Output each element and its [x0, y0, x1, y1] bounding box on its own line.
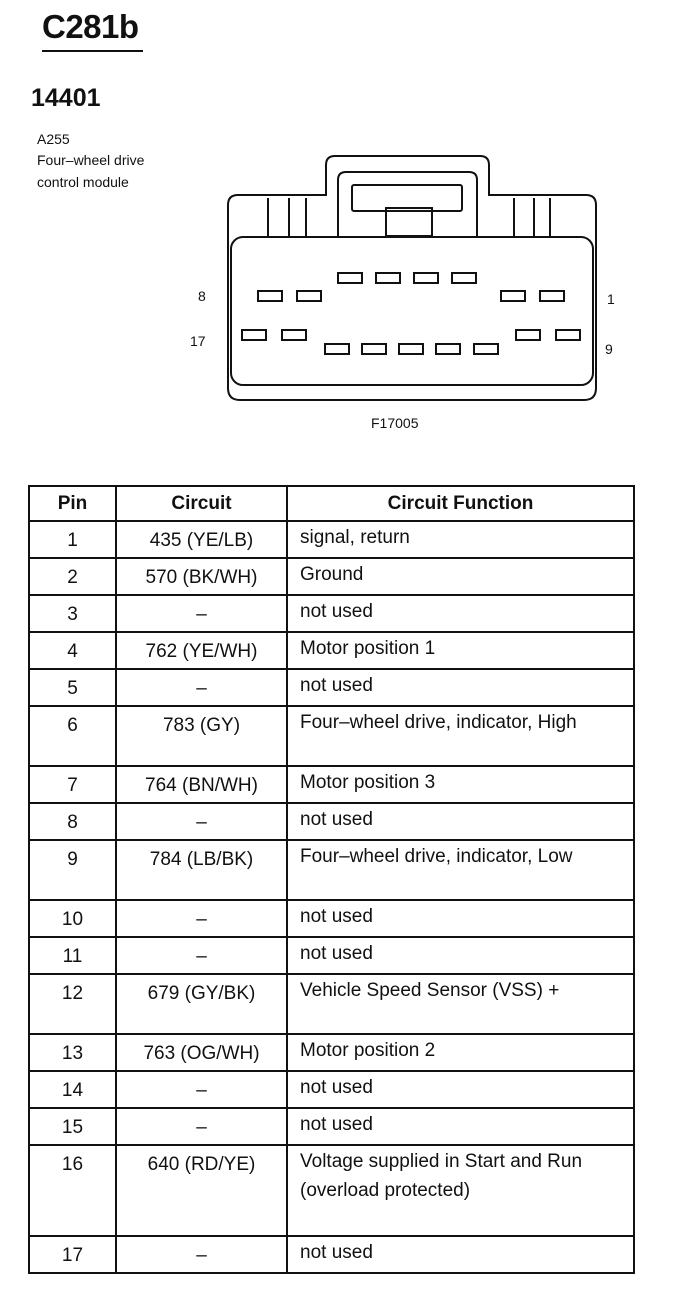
pin-label-17: 17	[190, 333, 206, 349]
pin-cell: 5	[29, 669, 116, 706]
pin-cell: 4	[29, 632, 116, 669]
figure-id: F17005	[371, 415, 419, 431]
table-row	[29, 974, 634, 1034]
circuit-cell: 784 (LB/BK)	[116, 840, 287, 900]
pin-cell: 11	[29, 937, 116, 974]
module-name-line2: control module	[37, 174, 129, 190]
table-row	[29, 1071, 634, 1108]
function-cell: not used	[287, 595, 634, 632]
table-row	[29, 632, 634, 669]
module-code: A255	[37, 131, 70, 147]
connector-face-diagram	[0, 0, 688, 460]
circuit-cell: 570 (BK/WH)	[116, 558, 287, 595]
header-pin: Pin	[29, 486, 116, 521]
circuit-cell: –	[116, 937, 287, 974]
function-cell: not used	[287, 803, 634, 840]
table-row	[29, 766, 634, 803]
table-row	[29, 1236, 634, 1273]
pin-cell: 3	[29, 595, 116, 632]
pin-cell: 8	[29, 803, 116, 840]
function-cell: not used	[287, 1236, 634, 1273]
connector-id: C281b	[42, 8, 139, 45]
pin-label-1: 1	[607, 291, 615, 307]
circuit-cell: 763 (OG/WH)	[116, 1034, 287, 1071]
function-cell: Voltage supplied in Start and Run (overload protected)	[287, 1145, 634, 1236]
connector-shell	[228, 156, 596, 400]
function-cell: not used	[287, 937, 634, 974]
pin-cell: 12	[29, 974, 116, 1034]
circuit-cell: –	[116, 669, 287, 706]
table-row	[29, 558, 634, 595]
circuit-cell: 679 (GY/BK)	[116, 974, 287, 1034]
table-row	[29, 900, 634, 937]
pin-cell: 2	[29, 558, 116, 595]
circuit-cell: 783 (GY)	[116, 706, 287, 766]
circuit-cell: 435 (YE/LB)	[116, 521, 287, 558]
function-cell: Motor position 2	[287, 1034, 634, 1071]
header-circuit: Circuit	[116, 486, 287, 521]
circuit-cell: 640 (RD/YE)	[116, 1145, 287, 1236]
function-cell: not used	[287, 669, 634, 706]
latch-key	[386, 208, 432, 236]
pinout-table	[28, 485, 635, 1274]
table-row	[29, 595, 634, 632]
circuit-cell: 764 (BN/WH)	[116, 766, 287, 803]
function-cell: Motor position 1	[287, 632, 634, 669]
function-cell: Motor position 3	[287, 766, 634, 803]
pin-cell: 1	[29, 521, 116, 558]
pin-cell: 13	[29, 1034, 116, 1071]
function-cell: Four–wheel drive, indicator, High	[287, 706, 634, 766]
table-row	[29, 937, 634, 974]
circuit-cell: –	[116, 1071, 287, 1108]
table-row	[29, 840, 634, 900]
function-cell: not used	[287, 1071, 634, 1108]
pin-label-9: 9	[605, 341, 613, 357]
circuit-cell: 762 (YE/WH)	[116, 632, 287, 669]
table-row	[29, 1108, 634, 1145]
pin-cell: 15	[29, 1108, 116, 1145]
function-cell: Four–wheel drive, indicator, Low	[287, 840, 634, 900]
table-header-row	[29, 486, 634, 521]
table-row	[29, 521, 634, 558]
circuit-cell: –	[116, 1108, 287, 1145]
locking-tab	[338, 172, 477, 237]
circuit-cell: –	[116, 900, 287, 937]
table-row	[29, 1145, 634, 1236]
function-cell: Ground	[287, 558, 634, 595]
function-cell: not used	[287, 900, 634, 937]
pin-cell: 6	[29, 706, 116, 766]
pin-cell: 17	[29, 1236, 116, 1273]
table-row	[29, 706, 634, 766]
circuit-cell: –	[116, 1236, 287, 1273]
circuit-cell: –	[116, 803, 287, 840]
function-cell: signal, return	[287, 521, 634, 558]
table-row	[29, 669, 634, 706]
function-cell: Vehicle Speed Sensor (VSS) +	[287, 974, 634, 1034]
part-number: 14401	[31, 84, 101, 112]
pin-cell: 14	[29, 1071, 116, 1108]
table-row	[29, 803, 634, 840]
module-name-line1: Four–wheel drive	[37, 152, 145, 168]
circuit-cell: –	[116, 595, 287, 632]
pin-cell: 16	[29, 1145, 116, 1236]
pin-label-8: 8	[198, 288, 206, 304]
connector-inner-face	[231, 237, 593, 385]
table-row	[29, 1034, 634, 1071]
pin-cell: 7	[29, 766, 116, 803]
pin-cell: 10	[29, 900, 116, 937]
header-function: Circuit Function	[287, 486, 634, 521]
function-cell: not used	[287, 1108, 634, 1145]
pin-cell: 9	[29, 840, 116, 900]
